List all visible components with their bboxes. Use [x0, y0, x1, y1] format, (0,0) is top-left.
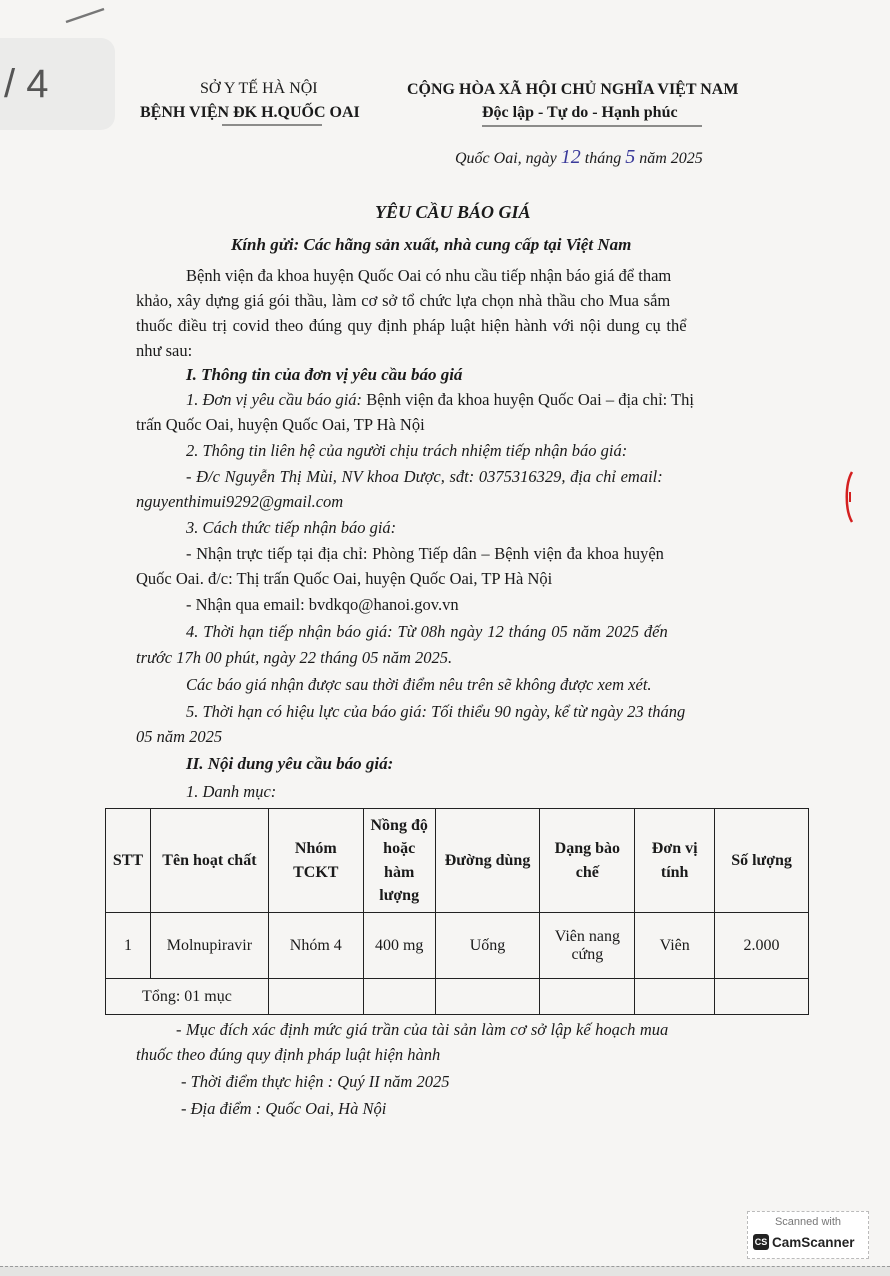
col-header-route: Đường dùng	[435, 809, 540, 913]
nation-line-1: CỘNG HÒA XÃ HỘI CHỦ NGHĨA VIỆT NAM	[407, 81, 739, 98]
purpose-line: - Mục đích xác định mức giá trần của tài sản làm cơ sở lập kế hoạch mua	[176, 1020, 669, 1039]
org-underline	[222, 124, 322, 127]
scanned-with-label: Scanned with	[774, 1216, 842, 1228]
cell-name: Molnupiravir	[150, 913, 268, 979]
page-number-tab	[0, 38, 115, 130]
pen-stroke-mark	[64, 6, 110, 24]
nation-line-2: Độc lập - Tự do - Hạnh phúc	[482, 104, 678, 121]
section-1-item-5: 5. Thời hạn có hiệu lực của báo giá: Tối thiểu 90 ngày, kể từ ngày 23 tháng	[186, 702, 686, 721]
cell-total: Tổng: 01 mục	[106, 979, 269, 1015]
date-month-handwritten: 5	[625, 146, 636, 168]
cell-empty	[363, 979, 435, 1015]
page-number: / 4	[4, 61, 49, 106]
cell-empty	[635, 979, 715, 1015]
cell-empty	[715, 979, 809, 1015]
section-1-item-1-line-2: trấn Quốc Oai, huyện Quốc Oai, TP Hà Nội	[136, 415, 425, 434]
motto-underline	[482, 125, 702, 128]
col-header-quantity: Số lượng	[715, 809, 809, 913]
cell-empty	[435, 979, 540, 1015]
camscanner-watermark	[747, 1211, 869, 1259]
intro-line-1: Bệnh viện đa khoa huyện Quốc Oai có nhu cầu tiếp nhận báo giá để tham	[186, 266, 672, 285]
cell-route: Uống	[435, 913, 540, 979]
col-header-form: Dạng bào chế	[540, 809, 635, 913]
col-header-group: Nhóm TCKT	[268, 809, 363, 913]
camscanner-brand	[753, 1234, 855, 1250]
cell-concentration: 400 mg	[363, 913, 435, 979]
cell-empty	[268, 979, 363, 1015]
section-2-heading: II. Nội dung yêu cầu báo giá:	[186, 754, 394, 773]
purpose-line-2: thuốc theo đúng quy định pháp luật hiện hành	[136, 1045, 441, 1064]
section-1-item-4-line-2: trước 17h 00 phút, ngày 22 tháng 05 năm 2025.	[136, 648, 453, 667]
receive-direct: - Nhận trực tiếp tại địa chỉ: Phòng Tiếp dân – Bệnh viện đa khoa huyện	[186, 544, 664, 563]
page-title: YÊU CẦU BÁO GIÁ	[375, 202, 531, 222]
intro-line-3: thuốc điều trị covid theo đúng quy định pháp luật hiện hành với nội dung cụ thể	[136, 316, 687, 335]
date-day-handwritten: 12	[560, 146, 581, 168]
receive-direct-line-2: Quốc Oai. đ/c: Thị trấn Quốc Oai, huyện Quốc Oai, TP Hà Nội	[136, 569, 553, 588]
section-1-item-1	[186, 390, 836, 410]
col-header-unit: Đơn vị tính	[635, 809, 715, 913]
intro-line-2: khảo, xây dựng giá gói thầu, làm cơ sở tổ chức lựa chọn nhà thầu cho Mua sắm	[136, 291, 671, 310]
item-1-label: 1. Đơn vị yêu cầu báo giá:	[186, 390, 363, 409]
col-header-stt: STT	[106, 809, 151, 913]
section-1-item-5-line-2: 05 năm 2025	[136, 727, 223, 746]
org-line-2: BỆNH VIỆN ĐK H.QUỐC OAI	[140, 104, 360, 121]
intro-line-4: như sau:	[136, 341, 193, 360]
cell-quantity: 2.000	[715, 913, 809, 979]
late-quote-note: Các báo giá nhận được sau thời điểm nêu trên sẽ không được xem xét.	[186, 675, 652, 694]
camscanner-logo-icon: CS	[753, 1234, 769, 1250]
table-header-row	[106, 809, 809, 913]
section-2-sub-1: 1. Danh mục:	[186, 782, 277, 801]
date-suffix: năm 2025	[639, 150, 703, 167]
contact-email: nguyenthimui9292@gmail.com	[136, 492, 344, 511]
place-line: - Địa điểm : Quốc Oai, Hà Nội	[181, 1099, 387, 1118]
cell-unit: Viên	[635, 913, 715, 979]
section-1-item-2: 2. Thông tin liên hệ của người chịu trách nhiệm tiếp nhận báo giá:	[186, 441, 628, 460]
items-table	[105, 808, 809, 1015]
cell-stt: 1	[106, 913, 151, 979]
org-line-1: SỞ Y TẾ HÀ NỘI	[200, 80, 318, 97]
item-1-text: Bệnh viện đa khoa huyện Quốc Oai – địa chỉ: Thị	[362, 390, 694, 409]
receive-email: - Nhận qua email: bvdkqo@hanoi.gov.vn	[186, 595, 459, 614]
col-header-name: Tên hoạt chất	[150, 809, 268, 913]
table-total-row	[106, 979, 809, 1015]
date-line	[455, 146, 703, 169]
contact-line: - Đ/c Nguyễn Thị Mùi, NV khoa Dược, sđt: 0375316329, địa chỉ email:	[186, 467, 663, 486]
col-header-concentration: Nồng độ hoặc hàm lượng	[363, 809, 435, 913]
cell-empty	[540, 979, 635, 1015]
camscanner-brand-text: CamScanner	[772, 1234, 855, 1250]
cell-group: Nhóm 4	[268, 913, 363, 979]
section-1-heading: I. Thông tin của đơn vị yêu cầu báo giá	[186, 365, 463, 384]
date-prefix: Quốc Oai, ngày	[455, 150, 557, 167]
recipient-line: Kính gửi: Các hãng sản xuất, nhà cung cấp tại Việt Nam	[231, 235, 632, 254]
red-bracket-mark	[843, 470, 855, 524]
section-1-item-3: 3. Cách thức tiếp nhận báo giá:	[186, 518, 397, 537]
time-line: - Thời điểm thực hiện : Quý II năm 2025	[181, 1072, 450, 1091]
table-row	[106, 913, 809, 979]
section-1-item-4: 4. Thời hạn tiếp nhận báo giá: Từ 08h ngày 12 tháng 05 năm 2025 đến	[186, 622, 668, 641]
date-mid: tháng	[584, 150, 622, 167]
cell-form: Viên nang cứng	[540, 913, 635, 979]
